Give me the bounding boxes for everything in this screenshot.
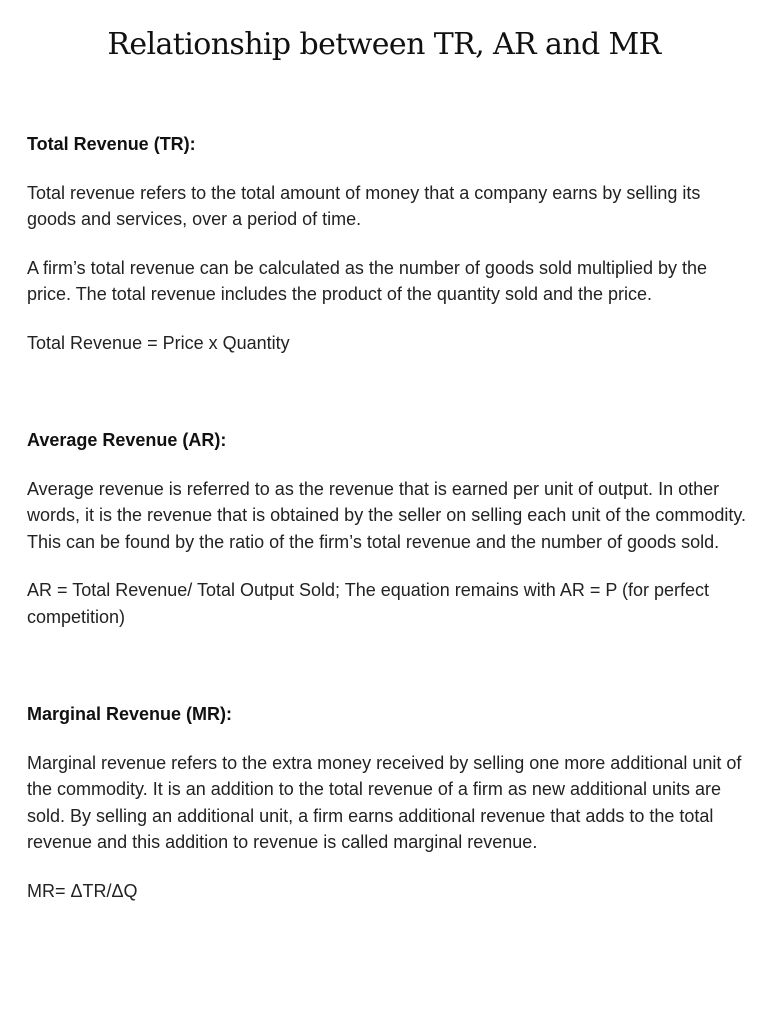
- page-title: Relationship between TR, AR and MR: [107, 27, 661, 62]
- section-total-revenue: [27, 131, 747, 356]
- section-average-revenue: [27, 427, 747, 630]
- section-heading-mr: Marginal Revenue (MR):: [27, 704, 233, 724]
- section-marginal-revenue: [27, 701, 747, 904]
- tr-definition-paragraph: Total revenue refers to the total amount of money that a company earns by selling its goods and services, over a period of time.: [27, 182, 701, 229]
- mr-formula: MR= ΔTR/ΔQ: [27, 880, 138, 901]
- tr-calculation-paragraph: A firm’s total revenue can be calculated as the number of goods sold multiplied by the price. The total revenue includes the product of the quantity sold and the price.: [27, 257, 708, 304]
- section-heading-ar: Average Revenue (AR):: [27, 430, 227, 450]
- tr-formula: Total Revenue = Price x Quantity: [27, 332, 290, 353]
- section-heading-tr: Total Revenue (TR):: [27, 134, 196, 154]
- document-content: [27, 131, 747, 904]
- ar-formula: AR = Total Revenue/ Total Output Sold; The equation remains with AR = P (for perfect competition): [27, 580, 710, 627]
- ar-definition-paragraph: Average revenue is referred to as the revenue that is earned per unit of output. In other words, it is the revenue that is obtained by the seller on selling each unit of the commodity. This can be found by the ratio of the firm’s total revenue and the number of goods sold.: [27, 478, 747, 552]
- mr-definition-paragraph: Marginal revenue refers to the extra money received by selling one more additional unit of the commodity. It is an addition to the total revenue of a firm as new additional units are sold. By selling an additional unit, a firm earns additional revenue that adds to the total revenue and this addition to revenue is called marginal revenue.: [27, 752, 742, 852]
